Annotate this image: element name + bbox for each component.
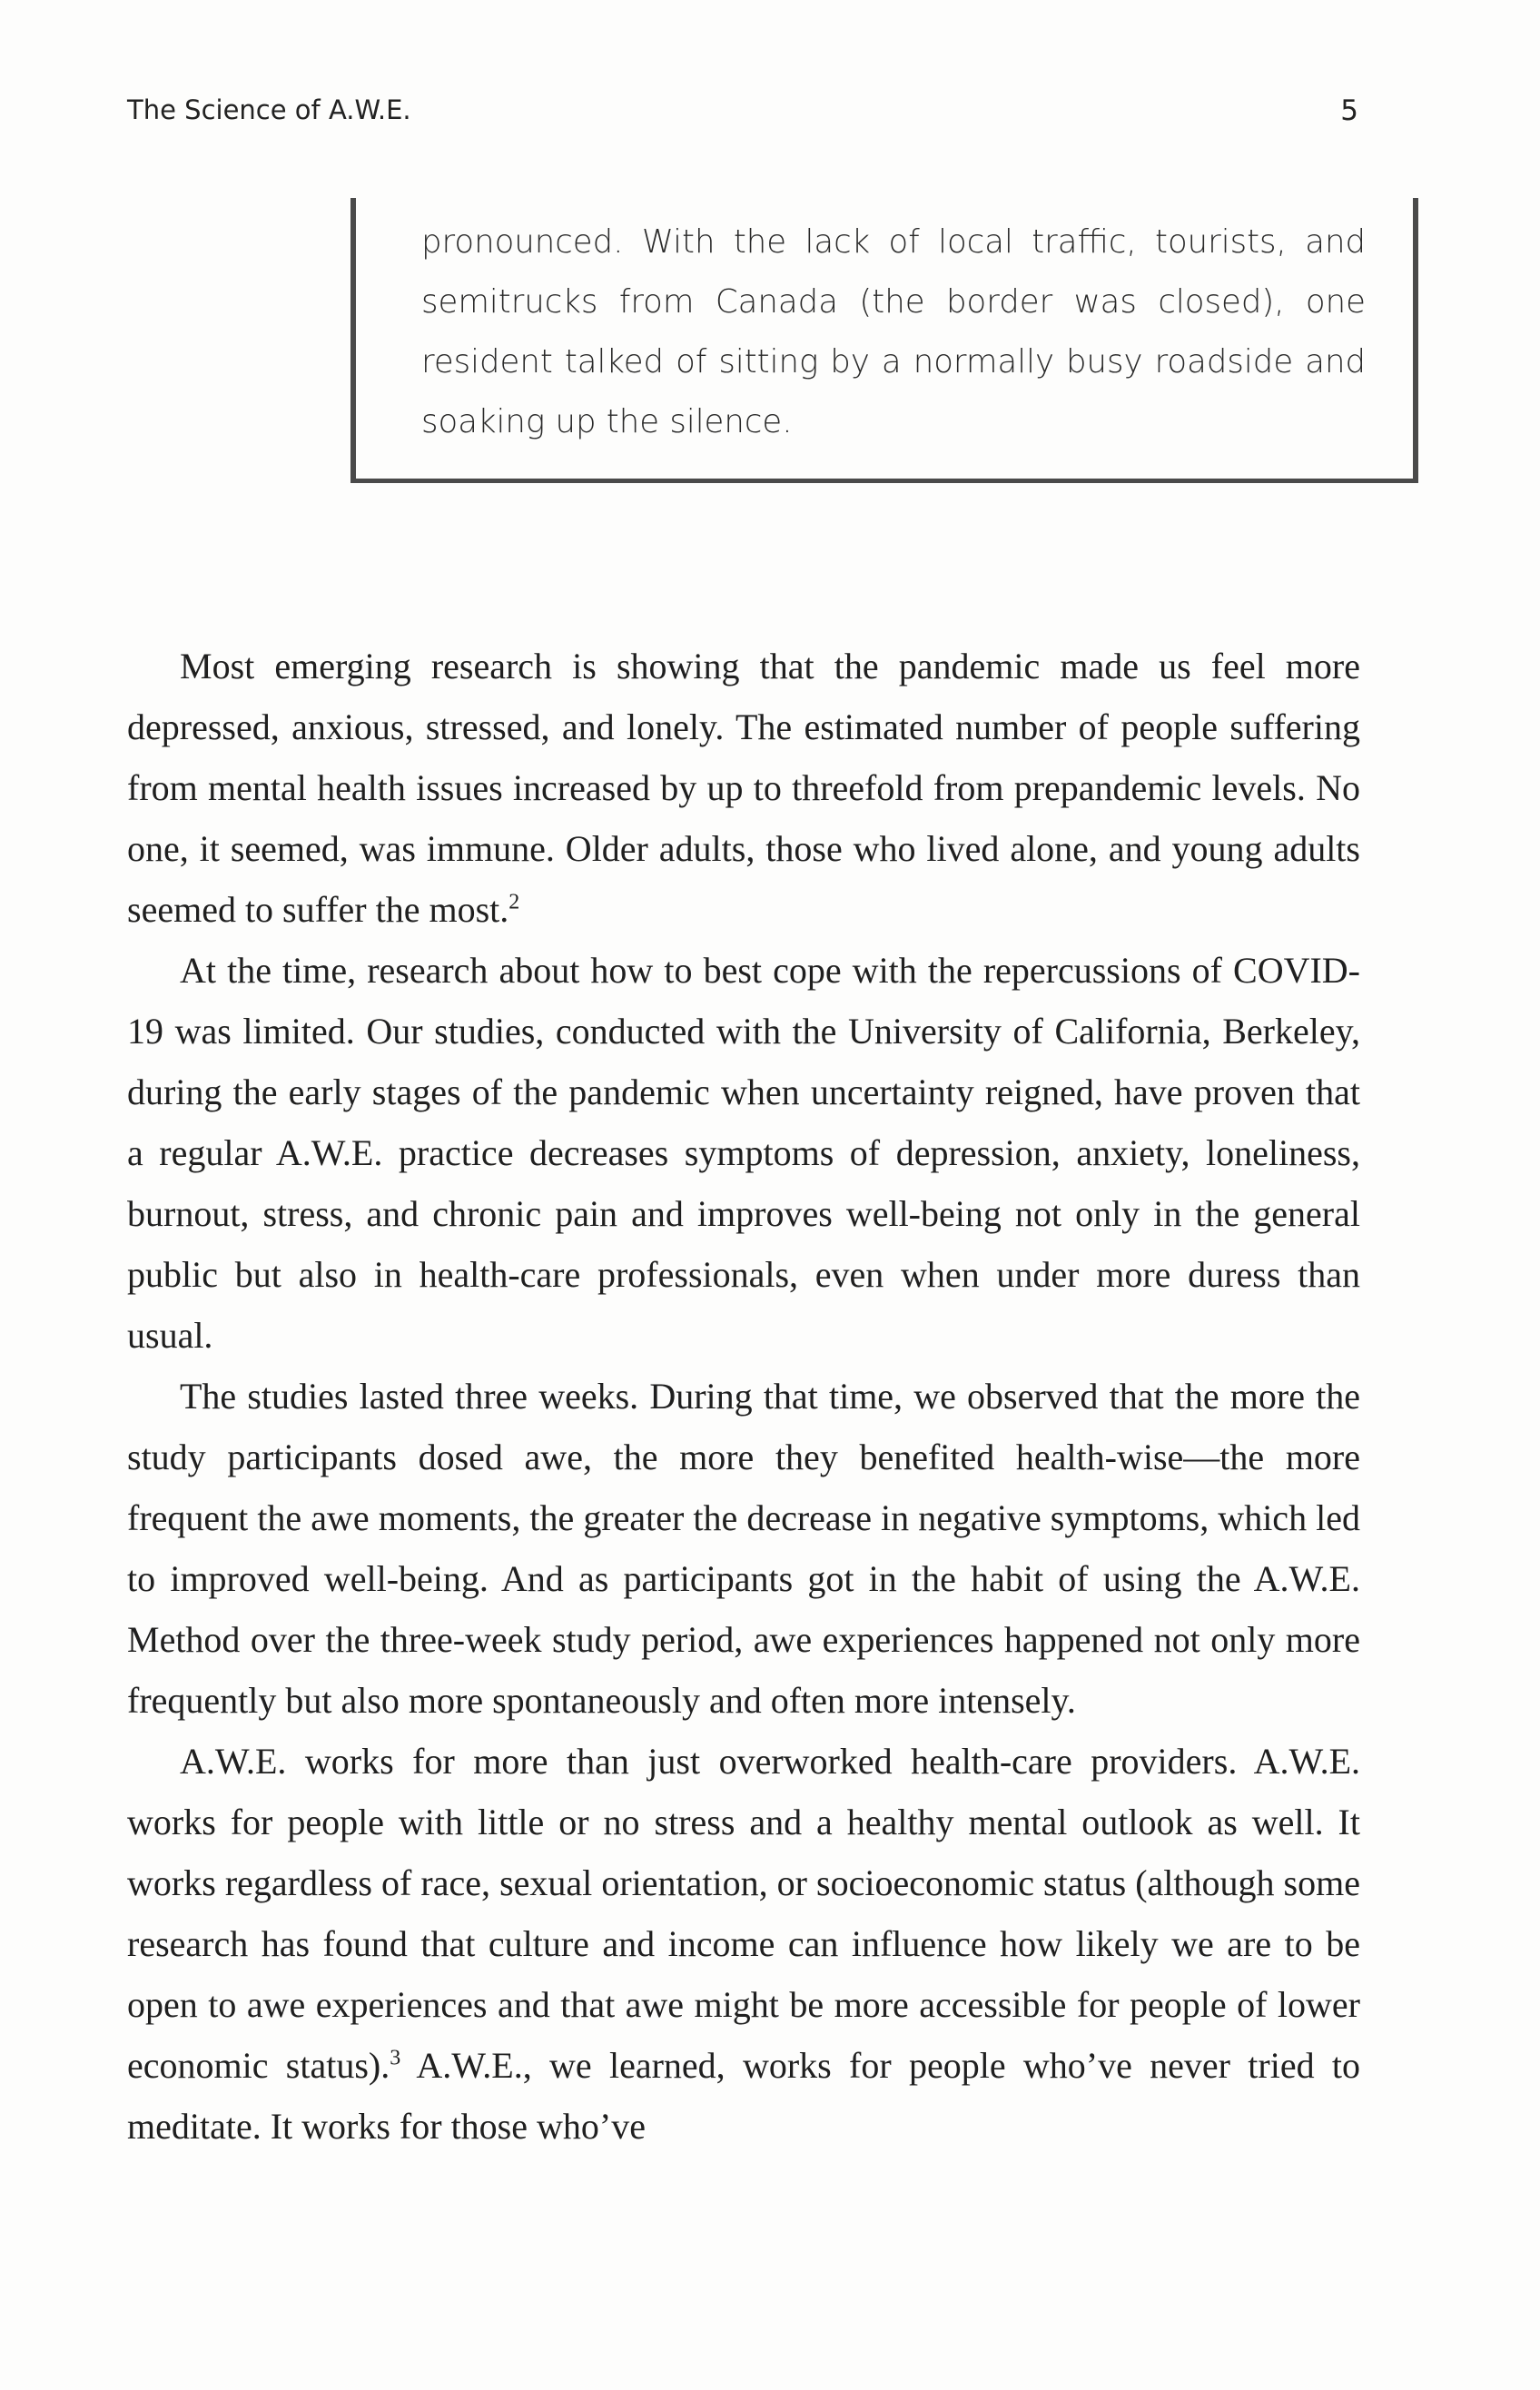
sidebar-box xyxy=(350,198,1418,483)
paragraph-4 xyxy=(127,1731,1360,2157)
paragraph-4-text-a: A.W.E. works for more than just overworked health-care providers. A.W.E. works for people with little or no stress and a healthy mental outlook as well. It works regardless of race, sexual orientation, or socioeconomic status (although some research has found that culture and income can influence how likely we are to be open to awe experiences and that awe might be more accessible for people of lower economic status). xyxy=(127,1741,1360,2086)
paragraph-4-text-b: A.W.E., we learned, works for people who’ve never tried to meditate. It works for those who’ve xyxy=(127,2045,1361,2147)
footnote-ref-2: 2 xyxy=(508,890,520,914)
paragraph-3: The studies lasted three weeks. During that time, we observed that the more the study participants dosed awe, the more they benefited health-wise—the more frequent the awe moments, the greater the decrease in negative symptoms, which led to improved well-being. And as participants got in the habit of using the A.W.E. Method over the three-week study period, awe experiences happened not only more frequently but also more spontaneously and often more intensely. xyxy=(127,1376,1360,1721)
paragraph-2: At the time, research about how to best cope with the repercussions of COVID-19 was limited. Our studies, conducted with the University of California, Berkeley, during the early stages of the pandemic when uncertainty reigned, have proven that a regular A.W.E. practice decreases symptoms of depression, anxiety, loneliness, burnout, stress, and chronic pain and improves well-being not only in the general public but also in health-care professionals, even when under more duress than usual. xyxy=(127,950,1360,1356)
running-head xyxy=(127,94,1358,138)
sidebar-text: pronounced. With the lack of local traffic, tourists, and semitrucks from Canada (the border was closed), one resident talked of sitting by a normally busy roadside and soaking up the silence. xyxy=(421,223,1366,440)
running-head-title: The Science of A.W.E. xyxy=(127,94,411,125)
paragraph-1-text: Most emerging research is showing that the pandemic made us feel more depressed, anxious, stressed, and lonely. The estimated number of people suffering from mental health issues increased by up to threefold from prepandemic levels. No one, it seemed, was immune. Older adults, those who lived alone, and young adults seemed to suffer the most. xyxy=(127,646,1360,930)
paragraph-1 xyxy=(127,636,1360,940)
footnote-ref-3: 3 xyxy=(390,2046,401,2070)
page-number: 5 xyxy=(1340,94,1358,127)
body-text xyxy=(127,636,1360,2157)
